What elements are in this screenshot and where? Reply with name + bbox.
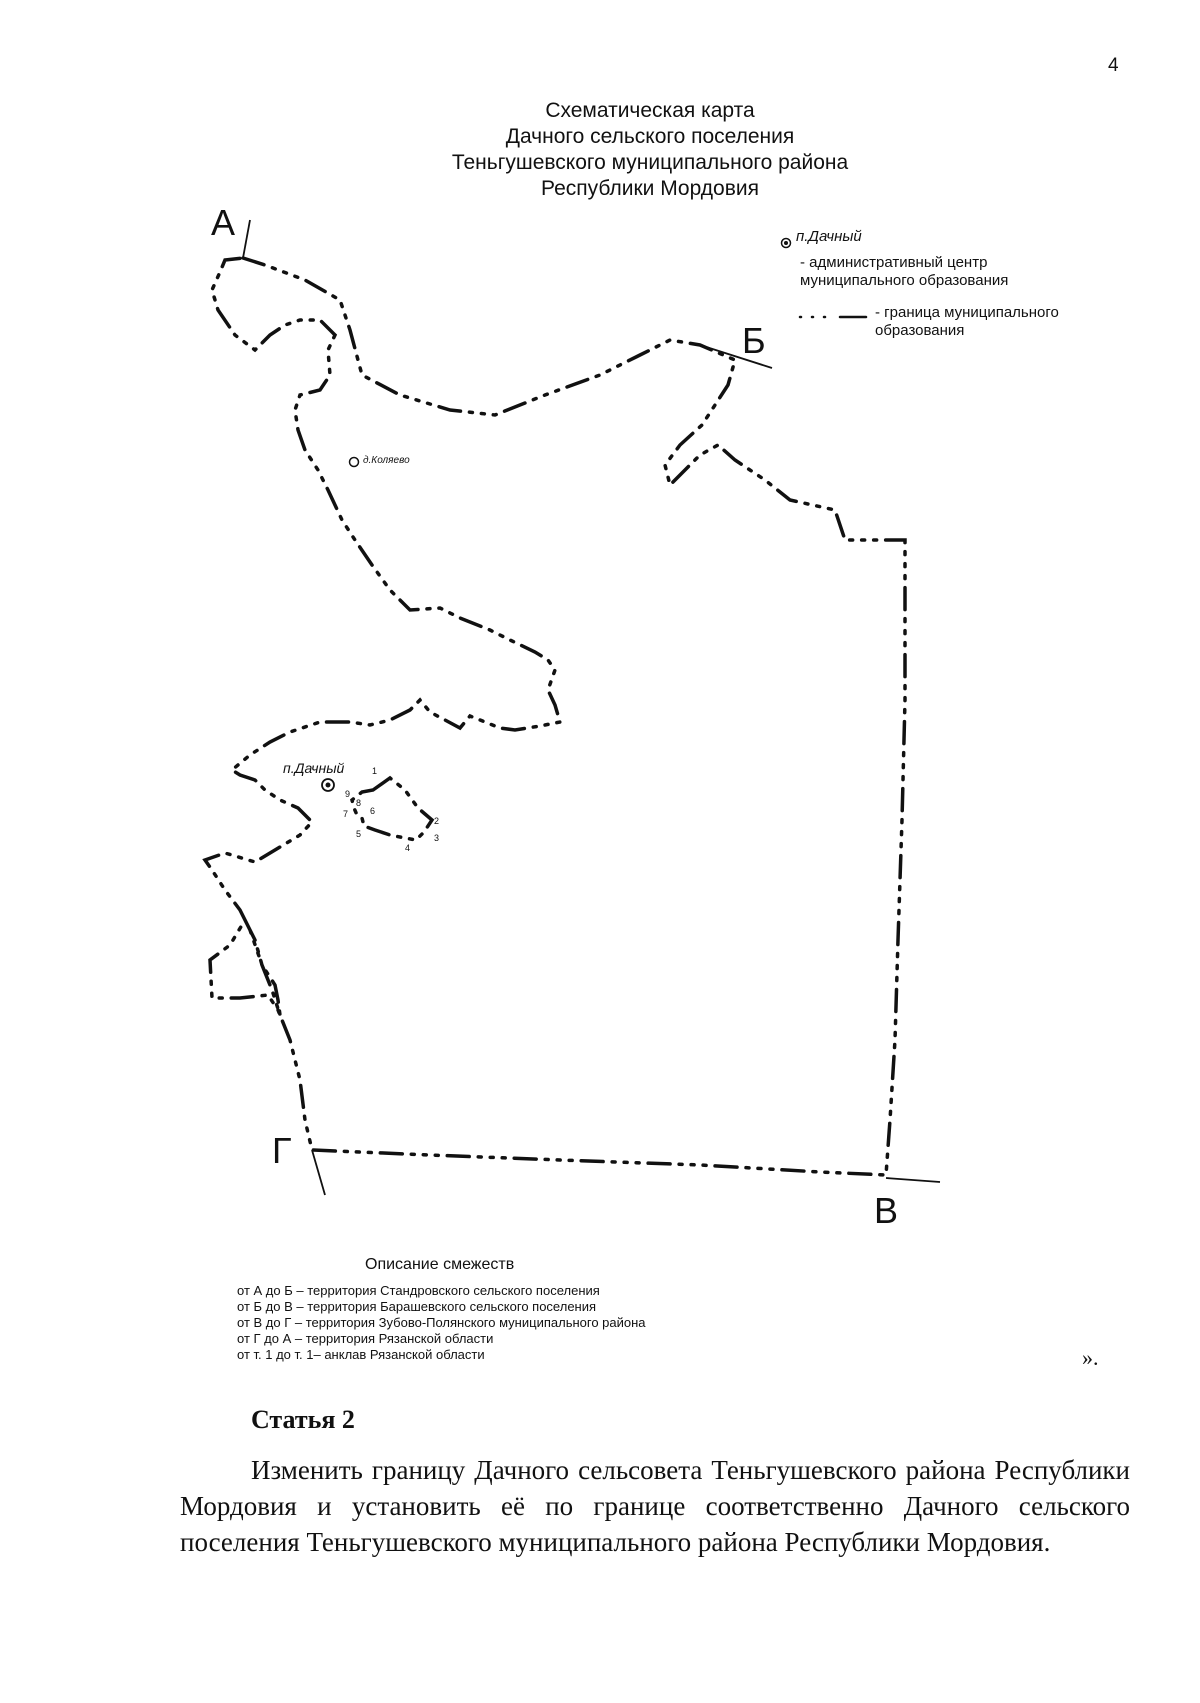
map-title-line-1: Схематическая карта [545, 99, 755, 122]
adjacency-item: от Б до В – территория Барашевского сельского поселения [237, 1299, 597, 1314]
municipal-boundary-line [205, 258, 905, 1175]
closing-quote: ». [1082, 1345, 1099, 1370]
article-body: Изменить границу Дачного сельсовета Теньгушевского района Республики Мордовия и установить её по границе соответственно Дачного сельского поселения Теньгушевского муниципального района Республики Мордовия. [180, 1455, 1130, 1557]
adjacency-item: от В до Г – территория Зубово-Полянского муниципального района [237, 1315, 646, 1330]
corner-label-g: Г [272, 1130, 292, 1171]
legend-border-description: - граница муниципального образования [875, 304, 1059, 339]
enclave-point-7: 7 [343, 809, 349, 819]
legend-center-name: п.Дачный [796, 228, 862, 245]
enclave-boundary-path [352, 778, 432, 840]
boundary-path-main [205, 258, 905, 1175]
corner-label-a: А [211, 202, 236, 243]
enclave-point-2: 2 [434, 816, 440, 826]
adjacency-list [237, 1283, 646, 1363]
page-number: 4 [1108, 55, 1119, 76]
enclave-point-6: 6 [370, 806, 376, 816]
enclave-point-9: 9 [345, 789, 351, 799]
adjacency-item: от Г до А – территория Рязанской области [237, 1331, 494, 1346]
article-title: Статья 2 [251, 1405, 355, 1434]
enclave-point-3: 3 [434, 833, 440, 843]
corner-tick-v [886, 1178, 940, 1182]
adjacency-title: Описание смежеств [365, 1256, 515, 1273]
corner-label-v: В [874, 1190, 899, 1231]
kolyaevo-label: д.Коляево [363, 455, 410, 466]
adjacency-item: от А до Б – территория Стандровского сельского поселения [237, 1283, 600, 1298]
map-title-line-4: Республики Мордовия [541, 177, 759, 200]
enclave-point-4: 4 [405, 843, 411, 853]
map-title-line-2: Дачного сельского поселения [505, 125, 795, 148]
corner-tick-a [243, 220, 250, 258]
enclave-point-8: 8 [356, 798, 362, 808]
corner-label-b: Б [742, 320, 766, 361]
adjacency-item: от т. 1 до т. 1– анклав Рязанской области [237, 1347, 485, 1362]
kolyaevo-village-marker [350, 458, 359, 467]
dachny-center-marker [322, 779, 334, 791]
enclave-point-5: 5 [356, 829, 362, 839]
map-title-line-3: Теньгушевского муниципального района [451, 151, 849, 174]
corner-tick-g [312, 1150, 325, 1195]
dachny-label: п.Дачный [283, 760, 345, 776]
legend-center-marker [782, 239, 791, 248]
enclave-point-1: 1 [372, 766, 378, 776]
corner-ticks [243, 220, 940, 1195]
legend-center-description: - административный центр муниципального образования [800, 254, 1009, 289]
